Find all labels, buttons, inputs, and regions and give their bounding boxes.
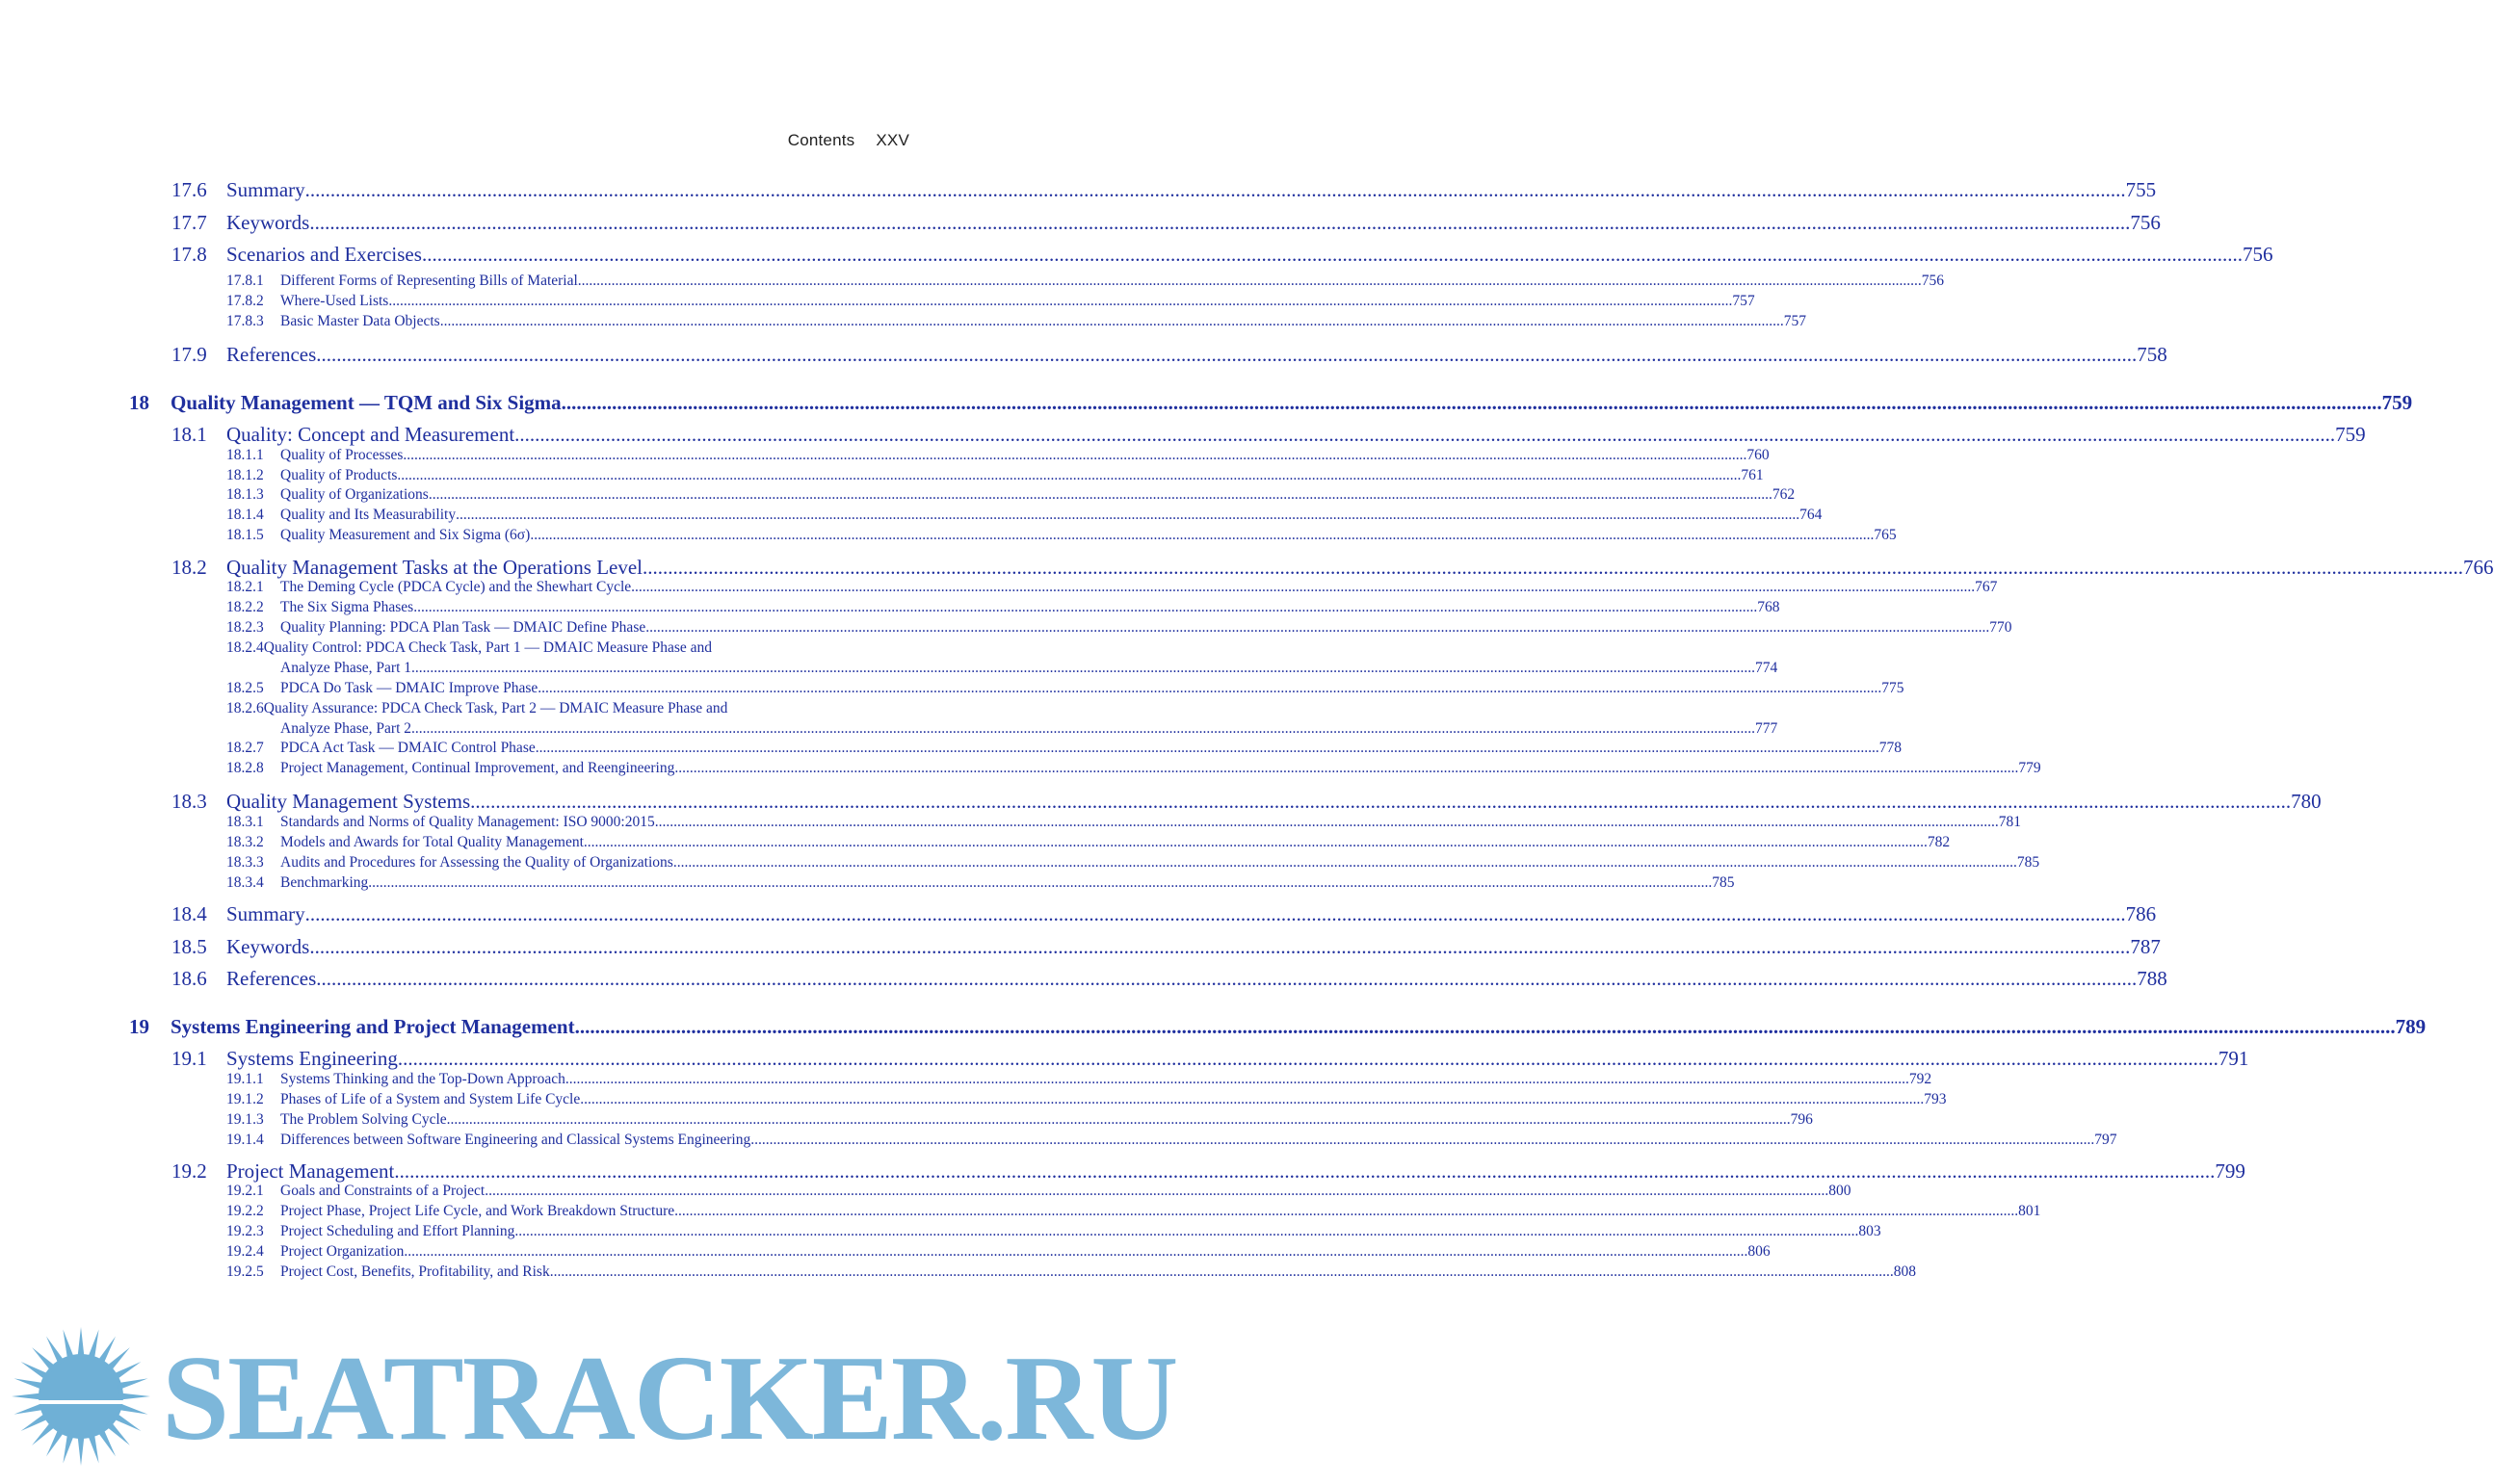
- toc-number: 19.1.4: [226, 1132, 264, 1148]
- toc-entry-sub[interactable]: [226, 617, 2012, 638]
- dot-leader: [403, 445, 1746, 465]
- toc-title: Quality of Processes: [280, 447, 404, 463]
- toc-title: Quality: Concept and Measurement: [226, 423, 515, 446]
- toc-entry-sub[interactable]: [226, 758, 2041, 778]
- toc-entry-sub[interactable]: [226, 291, 1755, 311]
- toc-title: References: [226, 343, 317, 366]
- sun-ray: [46, 1428, 65, 1457]
- dot-leader: [674, 1201, 2018, 1221]
- dot-leader: [447, 1109, 1791, 1130]
- sun-ray: [14, 1378, 45, 1390]
- toc-number: 18.1.2: [226, 467, 264, 483]
- toc-title: Quality Management Tasks at the Operations Level: [226, 556, 643, 579]
- toc-page-number: 799: [2215, 1159, 2245, 1183]
- dot-leader: [316, 965, 2137, 992]
- toc-title: Quality Planning: PDCA Plan Task — DMAIC Define Phase: [280, 619, 646, 636]
- toc-page-number: 767: [1975, 579, 1998, 595]
- toc-title: Project Scheduling and Effort Planning: [280, 1223, 515, 1239]
- toc-page-number: 774: [1755, 660, 1778, 676]
- toc-number: 18.1.4: [226, 507, 264, 523]
- dot-leader: [655, 812, 1999, 832]
- toc-title: Quality Management Systems: [226, 790, 471, 813]
- toc-entry-sec[interactable]: [171, 1045, 2249, 1072]
- toc-number: 18.1.1: [226, 447, 264, 463]
- toc-title: Project Management: [226, 1159, 395, 1183]
- toc-number: 19.2.4: [226, 1243, 264, 1260]
- toc-title: Scenarios and Exercises: [226, 243, 422, 266]
- toc-entry-sub[interactable]: [226, 852, 2040, 872]
- dot-leader: [562, 389, 2382, 416]
- toc-title: Project Management, Continual Improvement, and Reengineering: [280, 760, 675, 776]
- toc-page-number: 806: [1747, 1243, 1771, 1260]
- sun-ray: [106, 1347, 130, 1371]
- toc-number: 18.1.5: [226, 527, 264, 543]
- toc-page-number: 787: [2130, 935, 2161, 958]
- toc-title: Benchmarking: [280, 874, 369, 891]
- toc-page-number: 775: [1881, 680, 1904, 696]
- toc-page-number: 785: [1712, 874, 1735, 891]
- toc-title: The Problem Solving Cycle: [280, 1111, 447, 1128]
- toc-page-number: 762: [1772, 486, 1796, 503]
- toc-number: 19.1.3: [226, 1111, 264, 1128]
- toc-page-number: 768: [1757, 599, 1780, 615]
- sun-ray: [12, 1393, 42, 1399]
- watermark-text: SEATRACKER.RU: [162, 1332, 1177, 1466]
- toc-number: 17.8.1: [226, 273, 264, 289]
- toc-entry-sec[interactable]: [171, 241, 2273, 268]
- toc-entry-sec[interactable]: [171, 788, 2322, 815]
- toc-number: 17.8: [171, 243, 207, 266]
- dot-leader: [388, 291, 1732, 311]
- toc-page-number: 764: [1799, 507, 1823, 523]
- toc-entry-sub[interactable]: [226, 1201, 2041, 1221]
- toc-entry-sub[interactable]: [226, 1109, 1813, 1130]
- toc-page-number: 770: [1989, 619, 2012, 636]
- toc-entry-sec[interactable]: [171, 176, 2157, 203]
- toc-entry-sub[interactable]: [226, 445, 1770, 465]
- running-head-page: XXV: [876, 131, 909, 149]
- dot-leader: [536, 738, 1879, 758]
- toc-title: Project Organization: [280, 1243, 405, 1260]
- toc-page-number: 800: [1828, 1183, 1851, 1199]
- toc-entry-sub2[interactable]: [226, 638, 910, 658]
- toc-title: The Six Sigma Phases: [280, 599, 414, 615]
- toc-title: The Deming Cycle (PDCA Cycle) and the Shewhart Cycle: [280, 579, 632, 595]
- toc-number: 18.2.6: [226, 700, 264, 716]
- toc-page-number: 788: [2137, 967, 2167, 990]
- toc-page-number: 756: [2242, 243, 2273, 266]
- sun-ray: [118, 1403, 148, 1415]
- toc-entry-sub[interactable]: [226, 505, 1823, 525]
- toc-title: Quality Assurance: PDCA Check Task, Part 2 — DMAIC Measure Phase and: [263, 700, 728, 716]
- toc-entry-chap[interactable]: [129, 389, 2413, 416]
- toc-title: Summary: [226, 178, 305, 201]
- toc-entry-sub[interactable]: [226, 271, 1945, 291]
- toc-number: 19.2.1: [226, 1183, 264, 1199]
- toc-entry-sub[interactable]: [226, 577, 1998, 597]
- dot-leader: [309, 933, 2130, 960]
- dot-leader: [316, 341, 2137, 368]
- toc-title: Keywords: [226, 935, 310, 958]
- toc-page-number: 792: [1908, 1071, 1932, 1087]
- toc-title: Standards and Norms of Quality Management: ISO 9000:2015: [280, 814, 655, 830]
- toc-title: Project Phase, Project Life Cycle, and Work Breakdown Structure: [280, 1203, 675, 1219]
- toc-entry-sub[interactable]: [226, 1069, 1932, 1089]
- toc-entry-sub[interactable]: [226, 1130, 2117, 1150]
- dot-leader: [578, 271, 1922, 291]
- toc-number: 18.5: [171, 935, 207, 958]
- dot-leader: [580, 1089, 1924, 1109]
- dot-leader: [440, 311, 1784, 331]
- toc-number: 18.2.1: [226, 579, 264, 595]
- dot-leader: [404, 1241, 1747, 1262]
- toc-title: Systems Thinking and the Top-Down Approach: [280, 1071, 565, 1087]
- toc-page-number: 757: [1732, 293, 1755, 309]
- toc-entry-sub[interactable]: [226, 484, 1796, 505]
- dot-leader: [397, 465, 1741, 485]
- toc-page-number: 758: [2137, 343, 2167, 366]
- toc-number: 18.3.1: [226, 814, 264, 830]
- toc-title: PDCA Act Task — DMAIC Control Phase: [280, 740, 536, 756]
- toc-page-number: 791: [2218, 1047, 2249, 1070]
- toc-page-number: 789: [2395, 1015, 2427, 1038]
- toc-title: Different Forms of Representing Bills of Material: [280, 273, 578, 289]
- toc-title: Analyze Phase, Part 2: [280, 720, 412, 737]
- toc-title: Keywords: [226, 211, 310, 234]
- toc-entry-sub[interactable]: [226, 1181, 1851, 1201]
- toc-number: 18.4: [171, 902, 207, 925]
- toc-page-number: 780: [2291, 790, 2322, 813]
- dot-leader: [674, 758, 2018, 778]
- toc-number: 18.6: [171, 967, 207, 990]
- dot-leader: [530, 525, 1874, 545]
- toc-title: Quality Measurement and Six Sigma (6σ): [280, 527, 531, 543]
- toc-number: 17.8.2: [226, 293, 264, 309]
- dot-leader: [309, 209, 2130, 236]
- sun-ray: [106, 1421, 130, 1445]
- sun-ray: [118, 1378, 148, 1390]
- toc-number: 18.2.4: [226, 639, 264, 656]
- sun-ray: [63, 1433, 74, 1464]
- toc-number: 19.2.3: [226, 1223, 264, 1239]
- toc-entry-sub[interactable]: [226, 597, 1780, 617]
- toc-title: Summary: [226, 902, 305, 925]
- dot-leader: [305, 900, 2126, 927]
- toc-page-number: 781: [1998, 814, 2021, 830]
- dot-leader: [565, 1069, 1909, 1089]
- dot-leader: [422, 241, 2243, 268]
- toc-title: Quality and Its Measurability: [280, 507, 457, 523]
- dot-leader: [305, 176, 2126, 203]
- toc-title: Where-Used Lists: [280, 293, 389, 309]
- toc-page-number: 779: [2018, 760, 2041, 776]
- toc-number: 19.2: [171, 1159, 207, 1183]
- dot-leader: [514, 1221, 1858, 1241]
- toc-title: Systems Engineering and Project Management: [171, 1015, 575, 1038]
- dot-leader: [645, 617, 1989, 638]
- toc-number: 18.3.3: [226, 854, 264, 871]
- toc-title: References: [226, 967, 317, 990]
- toc-title: Analyze Phase, Part 1: [280, 660, 412, 676]
- toc-number: 17.7: [171, 211, 207, 234]
- toc-title: Basic Master Data Objects: [280, 313, 440, 329]
- dot-leader: [413, 597, 1757, 617]
- sun-ray: [32, 1347, 56, 1371]
- toc-page-number: 801: [2018, 1203, 2041, 1219]
- toc-number: 19.1.2: [226, 1091, 264, 1107]
- sun-ray: [88, 1330, 99, 1361]
- sun-ray: [88, 1433, 99, 1464]
- sun-ray: [21, 1362, 50, 1380]
- dot-leader: [631, 577, 1975, 597]
- sun-ray: [77, 1435, 84, 1466]
- toc-entry-sub[interactable]: [226, 872, 1735, 893]
- toc-number: 18.2.2: [226, 599, 264, 615]
- toc-page-number: 797: [2094, 1132, 2117, 1148]
- toc-title: PDCA Do Task — DMAIC Improve Phase: [280, 680, 538, 696]
- toc-entry-sec[interactable]: [171, 209, 2161, 236]
- toc-title: Models and Awards for Total Quality Management: [280, 834, 584, 850]
- toc-title: Phases of Life of a System and System Life Cycle: [280, 1091, 581, 1107]
- toc-page-number: 759: [2381, 391, 2413, 414]
- toc-entry-sub[interactable]: [226, 1262, 1916, 1282]
- toc-entry-sec[interactable]: [171, 341, 2167, 368]
- toc-page-number: 786: [2125, 902, 2157, 925]
- toc-entry-sub[interactable]: [226, 311, 1806, 331]
- toc-page-number: 756: [1921, 273, 1945, 289]
- toc-entry-sub[interactable]: [226, 1241, 1771, 1262]
- toc-number: 18.2.3: [226, 619, 264, 636]
- toc-number: 18: [129, 391, 149, 414]
- toc-title: Goals and Constraints of a Project: [280, 1183, 486, 1199]
- dot-leader: [750, 1130, 2094, 1150]
- toc-page-number: 796: [1790, 1111, 1813, 1128]
- sun-ray: [113, 1362, 142, 1380]
- toc-page-number: 778: [1878, 740, 1902, 756]
- toc-entry-sub[interactable]: [226, 812, 2021, 832]
- dot-leader: [368, 872, 1712, 893]
- sun-ray: [113, 1413, 142, 1431]
- toc-page-number: 756: [2130, 211, 2161, 234]
- toc-number: 17.9: [171, 343, 207, 366]
- toc-entry-cont[interactable]: [280, 658, 1778, 678]
- toc-page-number: 793: [1924, 1091, 1947, 1107]
- toc-number: 17.6: [171, 178, 207, 201]
- toc-entry-sub[interactable]: [226, 465, 1764, 485]
- sun-ray: [32, 1421, 56, 1445]
- dot-leader: [584, 832, 1928, 852]
- toc-number: 18.2.8: [226, 760, 264, 776]
- dot-leader: [411, 658, 1755, 678]
- dot-leader: [411, 718, 1755, 739]
- dot-leader: [538, 678, 1881, 698]
- toc-page-number: 759: [2335, 423, 2366, 446]
- sun-icon: [12, 1327, 150, 1466]
- toc-title: Quality Management — TQM and Six Sigma: [171, 391, 562, 414]
- toc-page-number: 803: [1858, 1223, 1881, 1239]
- toc-page-number: 761: [1741, 467, 1764, 483]
- dot-leader: [470, 788, 2291, 815]
- toc-number: 19: [129, 1015, 149, 1038]
- sun-ray: [97, 1337, 116, 1366]
- sun-ray: [77, 1327, 84, 1358]
- toc-number: 18.1: [171, 423, 207, 446]
- toc-page-number: 757: [1783, 313, 1806, 329]
- toc-page-number: 755: [2125, 178, 2157, 201]
- toc-entry-sec[interactable]: [171, 933, 2161, 960]
- toc-number: 17.8.3: [226, 313, 264, 329]
- toc-page-number: 765: [1874, 527, 1897, 543]
- toc-entry-sub[interactable]: [226, 1221, 1881, 1241]
- toc-entry-chap[interactable]: [129, 1013, 2427, 1040]
- toc-page-number: 782: [1927, 834, 1951, 850]
- toc-page-number: 785: [2016, 854, 2040, 871]
- dot-leader: [429, 484, 1772, 505]
- toc-entry-sec[interactable]: [171, 900, 2157, 927]
- toc-entry-sub2[interactable]: [226, 698, 910, 718]
- dot-leader: [514, 421, 2335, 448]
- toc-title: Audits and Procedures for Assessing the Quality of Organizations: [280, 854, 673, 871]
- toc-number: 18.3: [171, 790, 207, 813]
- toc-number: 19.2.5: [226, 1263, 264, 1280]
- dot-leader: [456, 505, 1799, 525]
- toc-number: 18.1.3: [226, 486, 264, 503]
- toc-entry-sub[interactable]: [226, 738, 1902, 758]
- dot-leader: [485, 1181, 1828, 1201]
- toc-entry-sub[interactable]: [226, 1089, 1947, 1109]
- toc-number: 18.3.4: [226, 874, 264, 891]
- sun-ray: [63, 1330, 74, 1361]
- toc-entry-sec[interactable]: [171, 421, 2366, 448]
- toc-page-number: 766: [2463, 556, 2494, 579]
- sun-ray: [97, 1428, 116, 1457]
- sun-ray: [21, 1413, 50, 1431]
- sun-ray: [46, 1337, 65, 1366]
- toc-number: 19.2.2: [226, 1203, 264, 1219]
- toc-entry-cont[interactable]: [280, 718, 1778, 739]
- toc-page-number: 808: [1893, 1263, 1916, 1280]
- toc-number: 19.1.1: [226, 1071, 264, 1087]
- sun-ray: [119, 1393, 150, 1399]
- toc-number: 18.2: [171, 556, 207, 579]
- toc-number: 19.1: [171, 1047, 207, 1070]
- dot-leader: [398, 1045, 2218, 1072]
- toc-number: 18.3.2: [226, 834, 264, 850]
- dot-leader: [575, 1013, 2396, 1040]
- dot-leader: [550, 1262, 1894, 1282]
- toc-entry-sub[interactable]: [226, 525, 1897, 545]
- toc-page-number: 777: [1755, 720, 1778, 737]
- toc-title: Project Cost, Benefits, Profitability, and Risk: [280, 1263, 550, 1280]
- toc-title: Quality of Organizations: [280, 486, 429, 503]
- toc-entry-sec[interactable]: [171, 965, 2167, 992]
- toc-entry-sub[interactable]: [226, 678, 1904, 698]
- running-head-label: Contents: [787, 131, 855, 149]
- sun-ray: [14, 1403, 45, 1415]
- toc-number: 18.2.5: [226, 680, 264, 696]
- toc-title: Differences between Software Engineering and Classical Systems Engineering: [280, 1132, 751, 1148]
- toc-title: Quality Control: PDCA Check Task, Part 1 — DMAIC Measure Phase and: [263, 639, 713, 656]
- toc-page-number: 760: [1746, 447, 1770, 463]
- toc-title: Systems Engineering: [226, 1047, 398, 1070]
- toc-entry-sub[interactable]: [226, 832, 1951, 852]
- toc-title: Quality of Products: [280, 467, 398, 483]
- running-head: [788, 131, 909, 150]
- toc-number: 18.2.7: [226, 740, 264, 756]
- dot-leader: [673, 852, 2017, 872]
